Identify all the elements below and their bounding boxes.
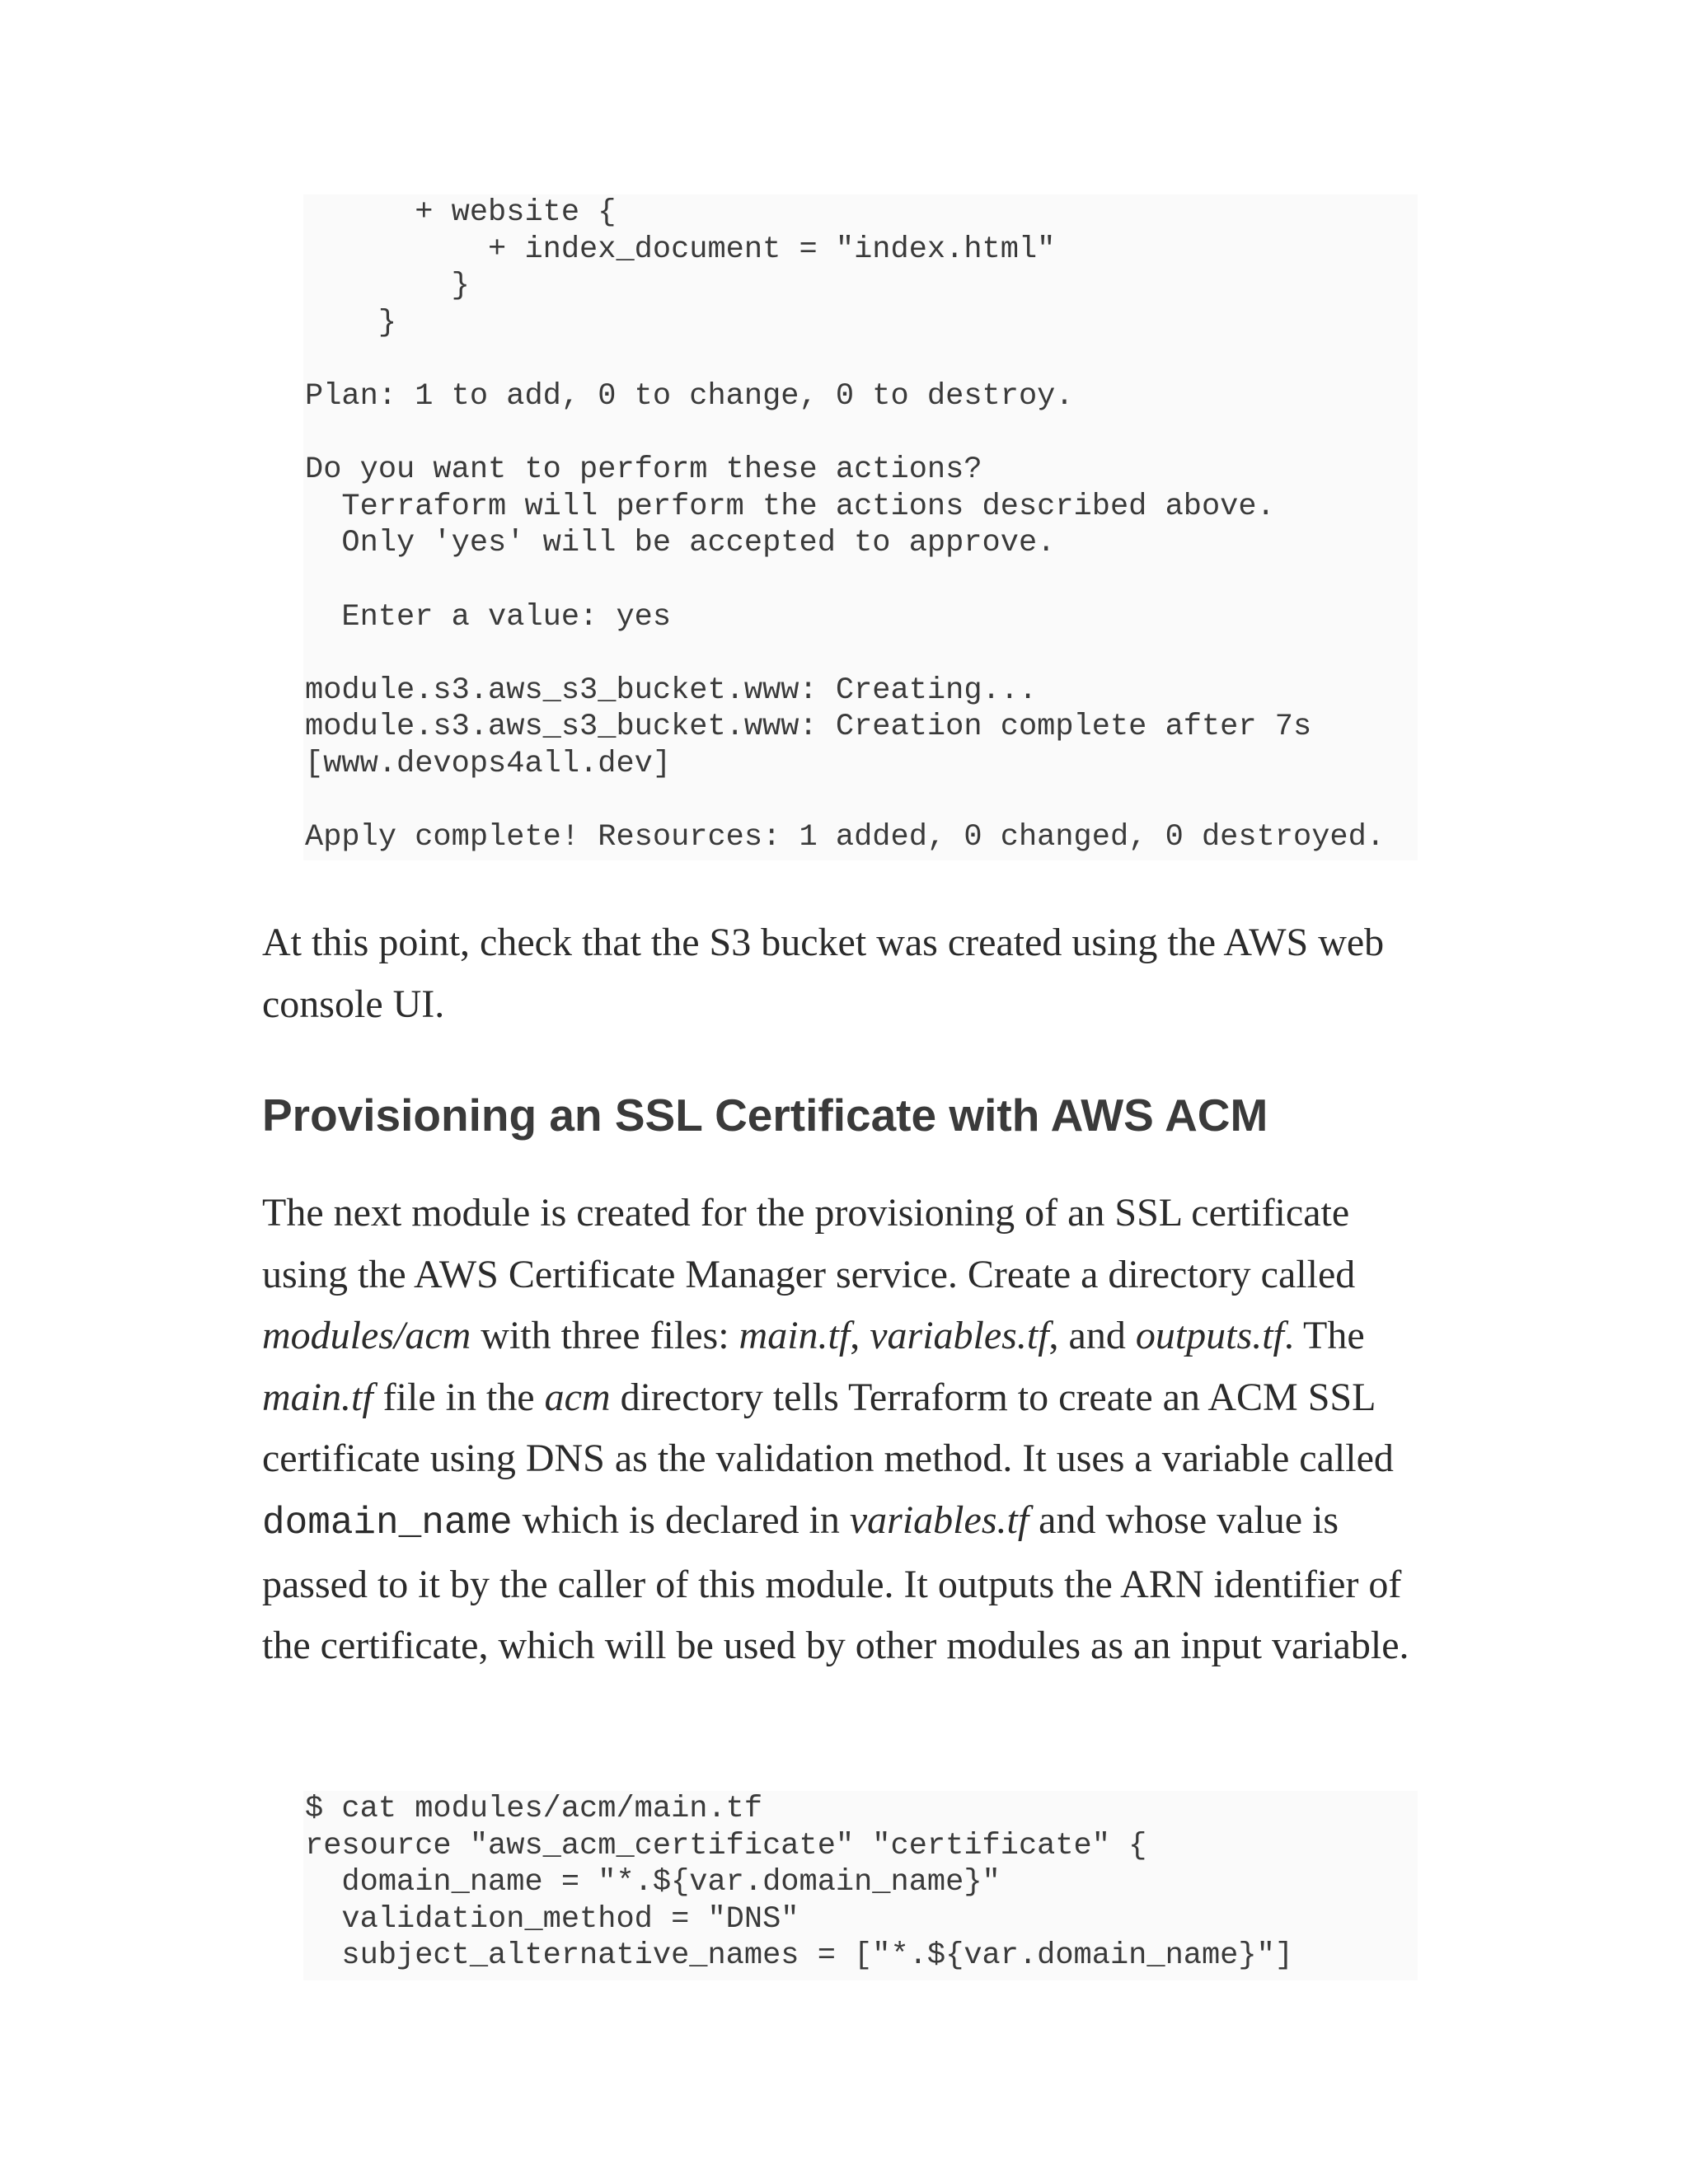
filename-emphasis: variables.tf: [849, 1497, 1029, 1542]
paragraph-text: and whose value is passed to it by the caller of this module. It outputs the ARN identifier of the certificate, which will be used by other modules as an input variable.: [262, 1497, 1409, 1668]
paragraph-text: , and: [1048, 1314, 1136, 1358]
code-line: Plan: 1 to add, 0 to change, 0 to destroy.: [305, 378, 1074, 414]
code-line: [www.devops4all.dev]: [305, 746, 672, 781]
body-paragraph: At this point, check that the S3 bucket was created using the AWS web console UI.: [262, 921, 1385, 1026]
code-blank-line: [303, 783, 1418, 820]
code-line: resource "aws_acm_certificate" "certificate" {: [305, 1828, 1147, 1863]
filename-emphasis: outputs.tf: [1135, 1314, 1284, 1358]
paragraph-text: ,: [850, 1314, 870, 1358]
code-line: Terraform will perform the actions described above.: [305, 489, 1275, 524]
section-heading: Provisioning an SSL Certificate with AWS ACM: [262, 1090, 1268, 1141]
code-line: $ cat modules/acm/main.tf: [305, 1792, 763, 1826]
code-line: validation_method = "DNS": [305, 1901, 799, 1937]
filename-emphasis: variables.tf: [870, 1314, 1049, 1358]
code-line: }: [305, 269, 470, 304]
code-line: subject_alternative_names = ["*.${var.domain_name}"]: [305, 1938, 1293, 1974]
body-paragraph: [262, 1183, 1416, 1677]
paragraph-text: directory tells Terraform to create an ACM SSL certificate using DNS as the validation method. It uses a variable called: [262, 1375, 1394, 1481]
path-emphasis: modules/acm: [262, 1314, 471, 1358]
code-blank-line: [303, 341, 1418, 378]
code-line: + website {: [305, 195, 617, 230]
filename-emphasis: main.tf: [262, 1375, 373, 1419]
directory-emphasis: acm: [544, 1375, 611, 1419]
paragraph-text: with three files:: [471, 1314, 739, 1358]
paragraph-text: The next module is created for the provisioning of an SSL certificate using the AWS Certificate Manager service. Create a directory called: [262, 1191, 1356, 1296]
code-line: Enter a value: yes: [305, 599, 672, 635]
code-line: Only 'yes' will be accepted to approve.: [305, 526, 1056, 561]
code-blank-line: [303, 415, 1418, 452]
filename-emphasis: main.tf: [738, 1314, 851, 1358]
code-blank-line: [303, 635, 1418, 673]
code-line: domain_name = "*.${var.domain_name}": [305, 1865, 1001, 1900]
code-line: Apply complete! Resources: 1 added, 0 changed, 0 destroyed.: [305, 820, 1386, 855]
inline-code: domain_name: [262, 1501, 513, 1544]
code-line: module.s3.aws_s3_bucket.www: Creating...: [305, 673, 1038, 708]
code-line: module.s3.aws_s3_bucket.www: Creation complete after 7s: [305, 710, 1312, 745]
paragraph-text: . The: [1283, 1314, 1365, 1358]
code-blank-line: [303, 562, 1418, 599]
acm-main-tf-code-block: [303, 1791, 1418, 1980]
code-line: }: [305, 305, 397, 340]
paragraph-text: file in the: [373, 1375, 545, 1419]
terraform-apply-output-code-block: [303, 194, 1418, 860]
code-line: Do you want to perform these actions?: [305, 452, 982, 488]
code-line: + index_document = "index.html": [305, 232, 1056, 267]
paragraph-text: which is declared in: [512, 1497, 850, 1542]
